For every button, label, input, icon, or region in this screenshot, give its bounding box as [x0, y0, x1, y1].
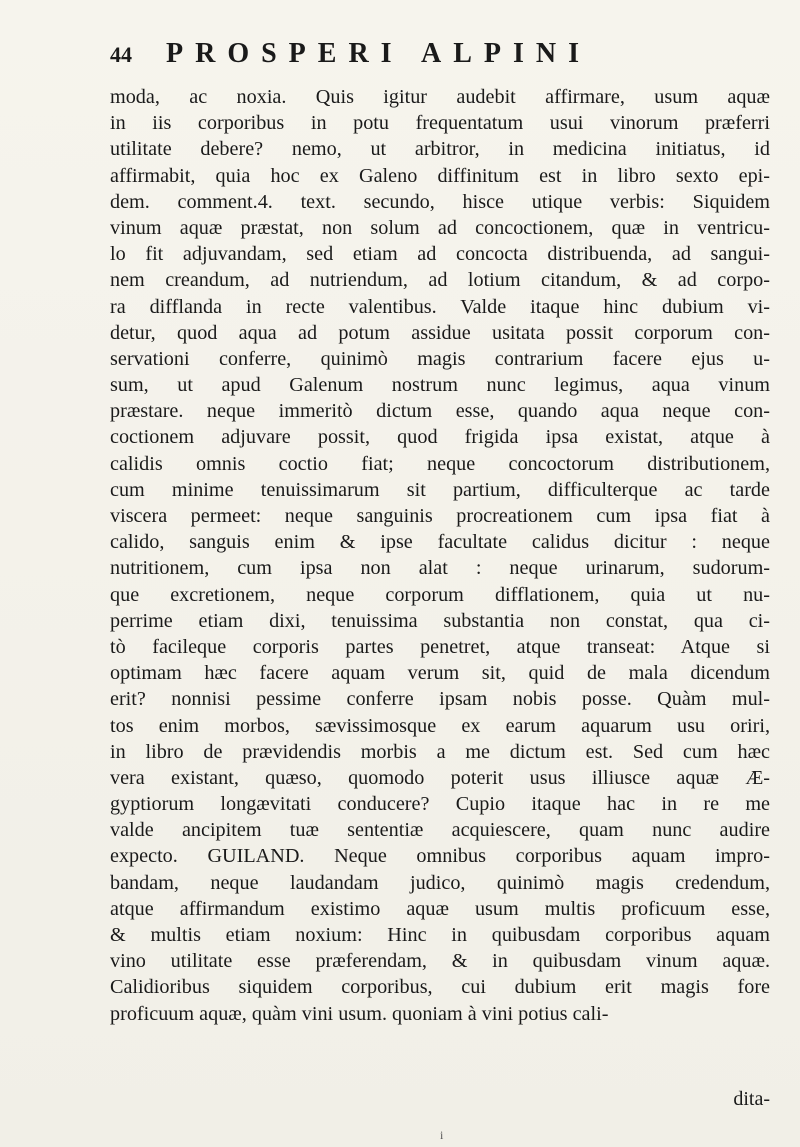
text-line: moda, ac noxia. Quis igitur audebit affirmare, usum aquæ — [110, 86, 770, 108]
text-line: erit? nonnisi pessime conferre ipsam nobis posse. Quàm mul- — [110, 688, 770, 711]
page-number: 44 — [110, 42, 132, 67]
text-line: atque affirmandum existimo aquæ usum multis proficuum esse, — [110, 897, 770, 920]
text-line: ra difflanda in recte valentibus. Valde itaque hinc dubium vi- — [110, 295, 770, 318]
text-line: gyptiorum longævitati conducere? Cupio itaque hac in re me — [110, 793, 770, 816]
text-line: utilitate debere? nemo, ut arbitror, in medicina initiatus, id — [110, 138, 770, 161]
text-line: sum, ut apud Galenum nostrum nunc legimus, aqua vinum — [110, 374, 770, 397]
body-text — [110, 84, 770, 1027]
text-line: bandam, neque laudandam judico, quinimò magis credendum, — [110, 871, 770, 894]
text-line: cum minime tenuissimarum sit partium, difficulterque ac tarde — [110, 478, 770, 501]
text-line: coctionem adjuvare possit, quod frigida ipsa existat, atque à — [110, 426, 770, 449]
text-line: optimam hæc facere aquam verum sit, quid de mala dicendum — [110, 662, 770, 685]
text-line: nem creandum, ad nutriendum, ad lotium citandum, & ad corpo- — [110, 269, 770, 292]
text-line: tos enim morbos, sævissimosque ex earum aquarum usu oriri, — [110, 714, 770, 737]
catchword: dita- — [733, 1088, 770, 1110]
signature-mark: i — [440, 1128, 444, 1142]
text-line: lo fit adjuvandam, sed etiam ad concocta distribuenda, ad sangui- — [110, 243, 770, 266]
text-line: & multis etiam noxium: Hinc in quibusdam corporibus aquam — [110, 924, 770, 946]
text-line: que excretionem, neque corporum difflationem, quia ut nu- — [110, 583, 770, 606]
text-line: affirmabit, quia hoc ex Galeno diffinitum est in libro sexto epi- — [110, 164, 770, 187]
text-line: vera existant, quæso, quomodo poterit usus illiusce aquæ Æ- — [110, 766, 770, 789]
text-line: præstare. neque immeritò dictum esse, quando aqua neque con- — [110, 400, 770, 423]
text-line: tò facileque corporis partes penetret, atque transeat: Atque si — [110, 635, 770, 658]
text-line: expecto. GUILAND. Neque omnibus corporibus aquam impro- — [110, 845, 770, 868]
text-line: nutritionem, cum ipsa non alat : neque urinarum, sudorum- — [110, 557, 770, 580]
text-line: vinum aquæ præstat, non solum ad concoctionem, quæ in ventricu- — [110, 216, 770, 239]
text-line: perrime etiam dixi, tenuissima substantia non constat, qua ci- — [110, 609, 770, 632]
text-line: calido, sanguis enim & ipse facultate calidus dicitur : neque — [110, 531, 770, 554]
text-line: in iis corporibus in potu frequentatum usui vinorum præferri — [110, 112, 770, 135]
text-line: proficuum aquæ, quàm vini usum. quoniam à vini potius cali- — [110, 1002, 609, 1025]
text-line: dem. comment.4. text. secundo, hisce utique verbis: Siquidem — [110, 190, 770, 213]
text-line: servationi conferre, quinimò magis contrarium facere ejus u- — [110, 347, 770, 370]
running-head: PROSPERI ALPINI — [166, 38, 592, 69]
text-line: vino utilitate esse præferendam, & in quibusdam vinum aquæ. — [110, 950, 770, 973]
page-header — [110, 38, 770, 74]
text-line: viscera permeet: neque sanguinis procreationem cum ipsa fiat à — [110, 505, 770, 527]
text-line: valde ancipitem tuæ sententiæ acquiescere, quam nunc audire — [110, 819, 770, 842]
text-line: Calidioribus siquidem corporibus, cui dubium erit magis fore — [110, 976, 770, 999]
text-line: detur, quod aqua ad potum assidue usitata possit corporum con- — [110, 321, 770, 344]
text-line: in libro de prævidendis morbis a me dictum est. Sed cum hæc — [110, 740, 770, 763]
text-line: calidis omnis coctio fiat; neque concoctorum distributionem, — [110, 452, 770, 475]
